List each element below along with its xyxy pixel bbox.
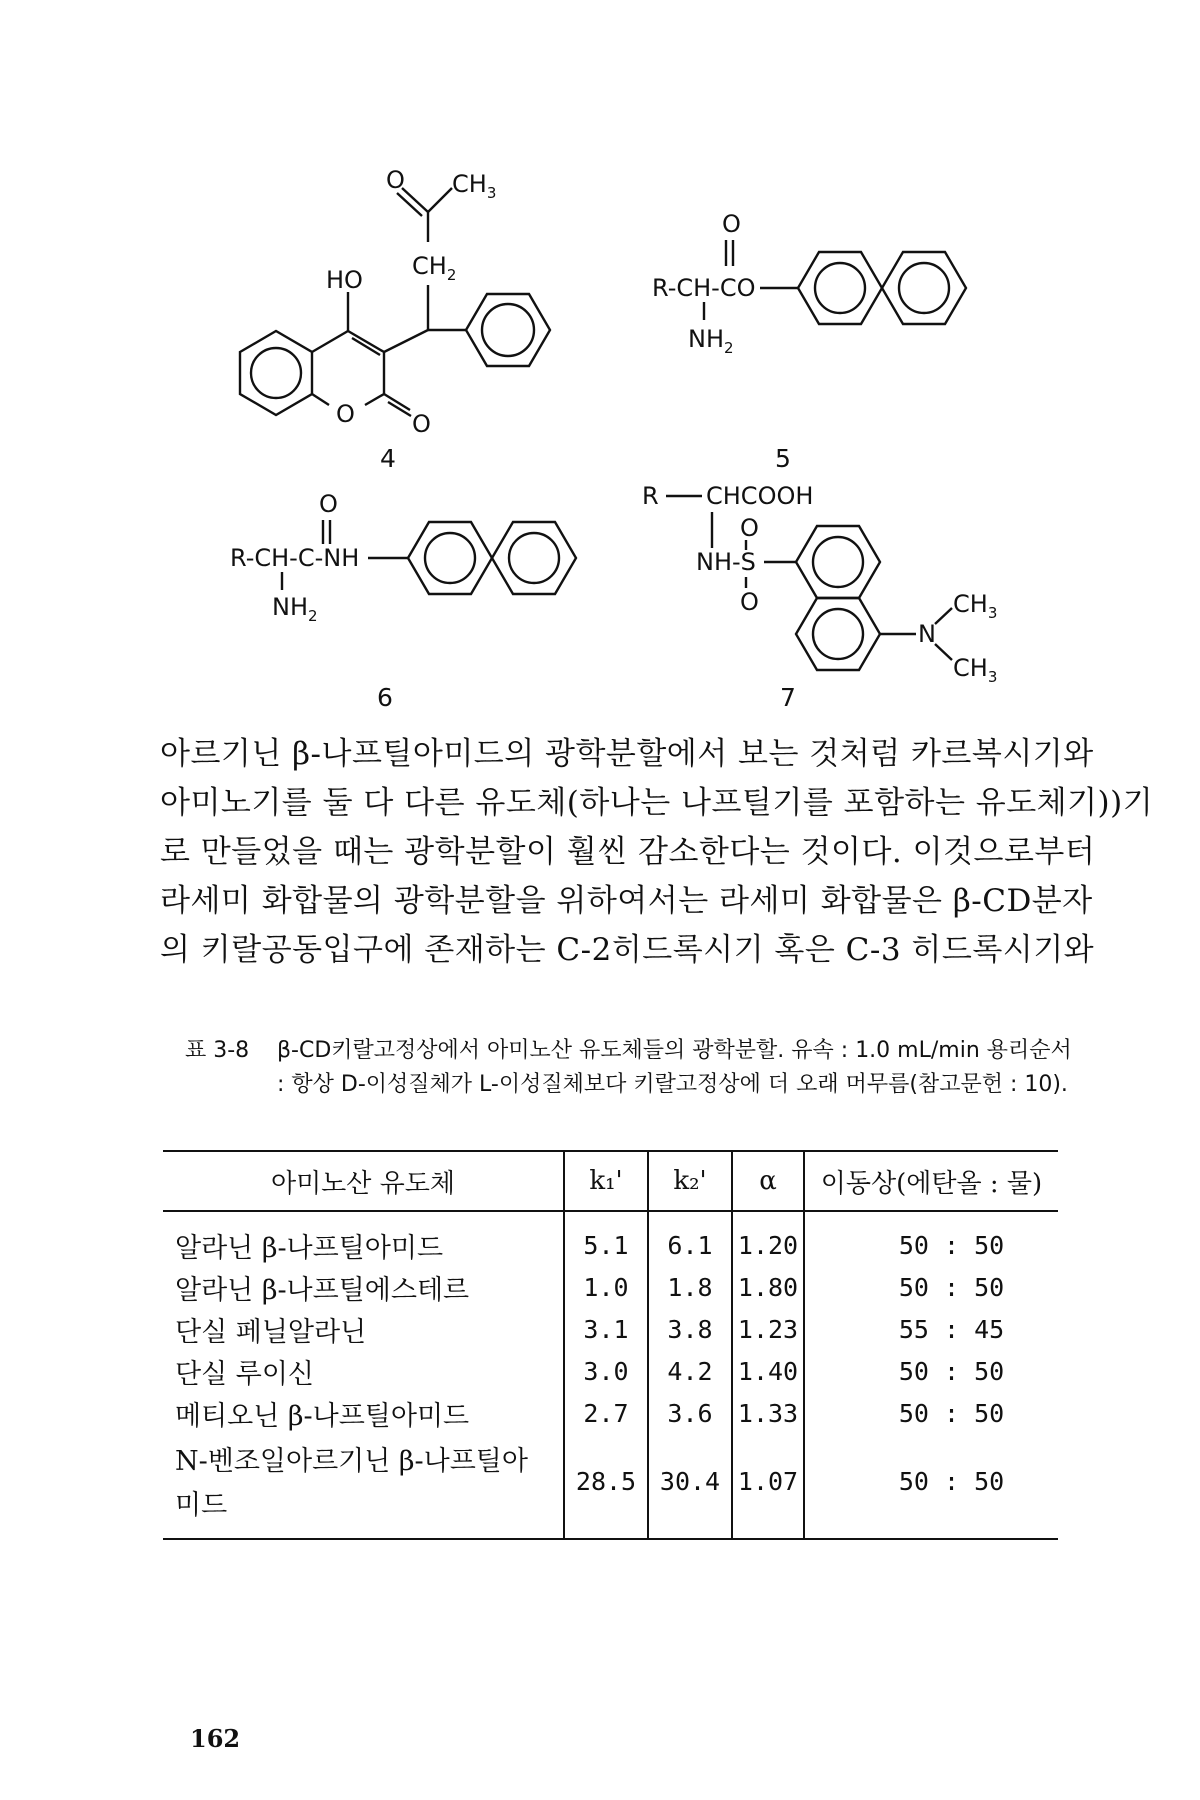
- paragraph-line: 로 만들었을 때는 광학분할이 훨씬 감소한다는 것이다. 이것으로부터: [160, 834, 1096, 870]
- s5-naph-circle-1: [815, 263, 865, 313]
- s7-number: 7: [780, 683, 796, 712]
- s7-o-top: O: [740, 514, 759, 542]
- cell-phase: 50 : 50: [804, 1350, 1058, 1392]
- cell-phase: 50 : 50: [804, 1434, 1058, 1539]
- s6-naph-circle-1: [425, 533, 475, 583]
- cell-phase: 50 : 50: [804, 1211, 1058, 1266]
- s6-number: 6: [377, 683, 393, 712]
- s6-chain: R-CH-C-NH: [230, 544, 360, 572]
- cell-name: 단실 페닐알라닌: [175, 1316, 367, 1348]
- s7-nhs: NH-S: [696, 548, 756, 576]
- s7-chcooh: CHCOOH: [706, 482, 814, 510]
- header-derivative: 아미노산 유도체: [163, 1151, 564, 1211]
- s7-r: R: [642, 482, 659, 510]
- s6-nh2: $NH_2$: [272, 593, 318, 625]
- s7-n-ch3b-bond: [935, 644, 952, 660]
- s4-number: 4: [380, 444, 396, 473]
- s7-o-bot: O: [740, 588, 759, 616]
- table-row: [163, 1266, 1058, 1308]
- cell-phase: 55 : 45: [804, 1308, 1058, 1350]
- s4-ch2: $CH_2$: [412, 252, 457, 284]
- table-caption-text: β-CD키랄고정상에서 아미노산 유도체들의 광학분할. 유속 : 1.0 mL/min 용리순서 : 항상 D-이성질체가 L-이성질체보다 키랄고정상에 더 오래 머무름(참고문헌 : 10).: [277, 1038, 1072, 1097]
- cell-name-line: N-벤조일아르기닌 β-나프틸아: [175, 1446, 528, 1477]
- chemical-structures: [0, 0, 1200, 720]
- cell-alpha: 1.23: [732, 1308, 804, 1350]
- cell-name: 단실 루이신: [175, 1358, 314, 1390]
- cell-alpha: 1.40: [732, 1350, 804, 1392]
- header-mobile-phase: 이동상(에탄올 : 물): [804, 1151, 1058, 1211]
- cell-alpha: 1.80: [732, 1266, 804, 1308]
- cell-name: [163, 1434, 564, 1539]
- s6-naph-circle-2: [509, 533, 559, 583]
- cell-k2: 1.8: [648, 1266, 732, 1308]
- s4-benzo-circle: [251, 348, 301, 398]
- s5-o: O: [722, 210, 741, 238]
- table-row: [163, 1434, 1058, 1539]
- structure-4: [240, 166, 550, 473]
- table-header-row: [163, 1151, 1058, 1211]
- cell-k2: 3.6: [648, 1392, 732, 1434]
- s5-naph-circle-2: [899, 263, 949, 313]
- paragraph-line: 아르기닌 β-나프틸아미드의 광학분할에서 보는 것처럼 카르복시기와: [160, 736, 1094, 772]
- s4-ring-o: O: [336, 400, 355, 428]
- body-paragraph: [160, 730, 1154, 975]
- s7-n: N: [918, 620, 936, 648]
- cell-k2: 3.8: [648, 1308, 732, 1350]
- cell-phase: 50 : 50: [804, 1266, 1058, 1308]
- cell-name: 알라닌 β-나프틸에스테르: [175, 1274, 470, 1306]
- cell-alpha: 1.33: [732, 1392, 804, 1434]
- cell-phase: 50 : 50: [804, 1392, 1058, 1434]
- cell-k1: 2.7: [564, 1392, 648, 1434]
- s7-n-ch3a-bond: [935, 608, 952, 624]
- s4-carbonyl-o: O: [412, 410, 431, 438]
- cell-k2: 4.2: [648, 1350, 732, 1392]
- cell-name: 메티오닌 β-나프틸아미드: [175, 1400, 470, 1432]
- cell-k2: 30.4: [648, 1434, 732, 1539]
- s4-ring-o-bond: [312, 394, 329, 405]
- s4-pyranone-ring: [312, 331, 384, 405]
- data-table: [163, 1150, 1058, 1540]
- table-row: [163, 1350, 1058, 1392]
- s7-naph-circle-2: [813, 609, 863, 659]
- cell-k1: 3.0: [564, 1350, 648, 1392]
- page-number: 162: [190, 1724, 241, 1753]
- s4-c-ch3-bond: [428, 188, 452, 212]
- header-alpha: α: [732, 1151, 804, 1211]
- structure-7: [642, 482, 997, 712]
- s4-phenyl-circle: [482, 304, 534, 356]
- table-caption-label: 표 3-8: [185, 1038, 250, 1063]
- s4-c3-ch-bond: [384, 330, 428, 352]
- s4-ho: HO: [326, 266, 363, 294]
- cell-name: 알라닌 β-나프틸아미드: [175, 1232, 444, 1264]
- structure-5: [652, 210, 966, 473]
- cell-k1: 5.1: [564, 1211, 648, 1266]
- s4-ch3: $CH_3$: [452, 170, 497, 202]
- s5-number: 5: [775, 444, 791, 473]
- cell-k1: 28.5: [564, 1434, 648, 1539]
- s7-ch3b: $CH_3$: [953, 654, 998, 686]
- s5-nh2: $NH_2$: [688, 325, 734, 357]
- header-k2: k₂': [648, 1151, 732, 1211]
- s7-ch3a: $CH_3$: [953, 590, 998, 622]
- table-row: [163, 1308, 1058, 1350]
- s7-naph-circle-1: [813, 537, 863, 587]
- table-row: [163, 1392, 1058, 1434]
- cell-k1: 1.0: [564, 1266, 648, 1308]
- paragraph-line: 아미노기를 둘 다 다른 유도체(하나는 나프틸기를 포함하는 유도체기))기: [160, 785, 1154, 821]
- s6-o: O: [319, 490, 338, 518]
- paragraph-line: 의 키랄공동입구에 존재하는 C-2히드록시기 혹은 C-3 히드록시기와: [160, 932, 1095, 968]
- cell-alpha: 1.07: [732, 1434, 804, 1539]
- header-k1: k₁': [564, 1151, 648, 1211]
- paragraph-line: 라세미 화합물의 광학분할을 위하여서는 라세미 화합물은 β-CD분자: [160, 883, 1093, 919]
- table-row: [163, 1211, 1058, 1266]
- cell-k2: 6.1: [648, 1211, 732, 1266]
- s5-chain: R-CH-CO: [652, 274, 756, 302]
- s4-keto-o: O: [386, 166, 405, 194]
- cell-k1: 3.1: [564, 1308, 648, 1350]
- cell-name-line: 미드: [175, 1490, 228, 1521]
- cell-alpha: 1.20: [732, 1211, 804, 1266]
- structure-6: [230, 490, 576, 712]
